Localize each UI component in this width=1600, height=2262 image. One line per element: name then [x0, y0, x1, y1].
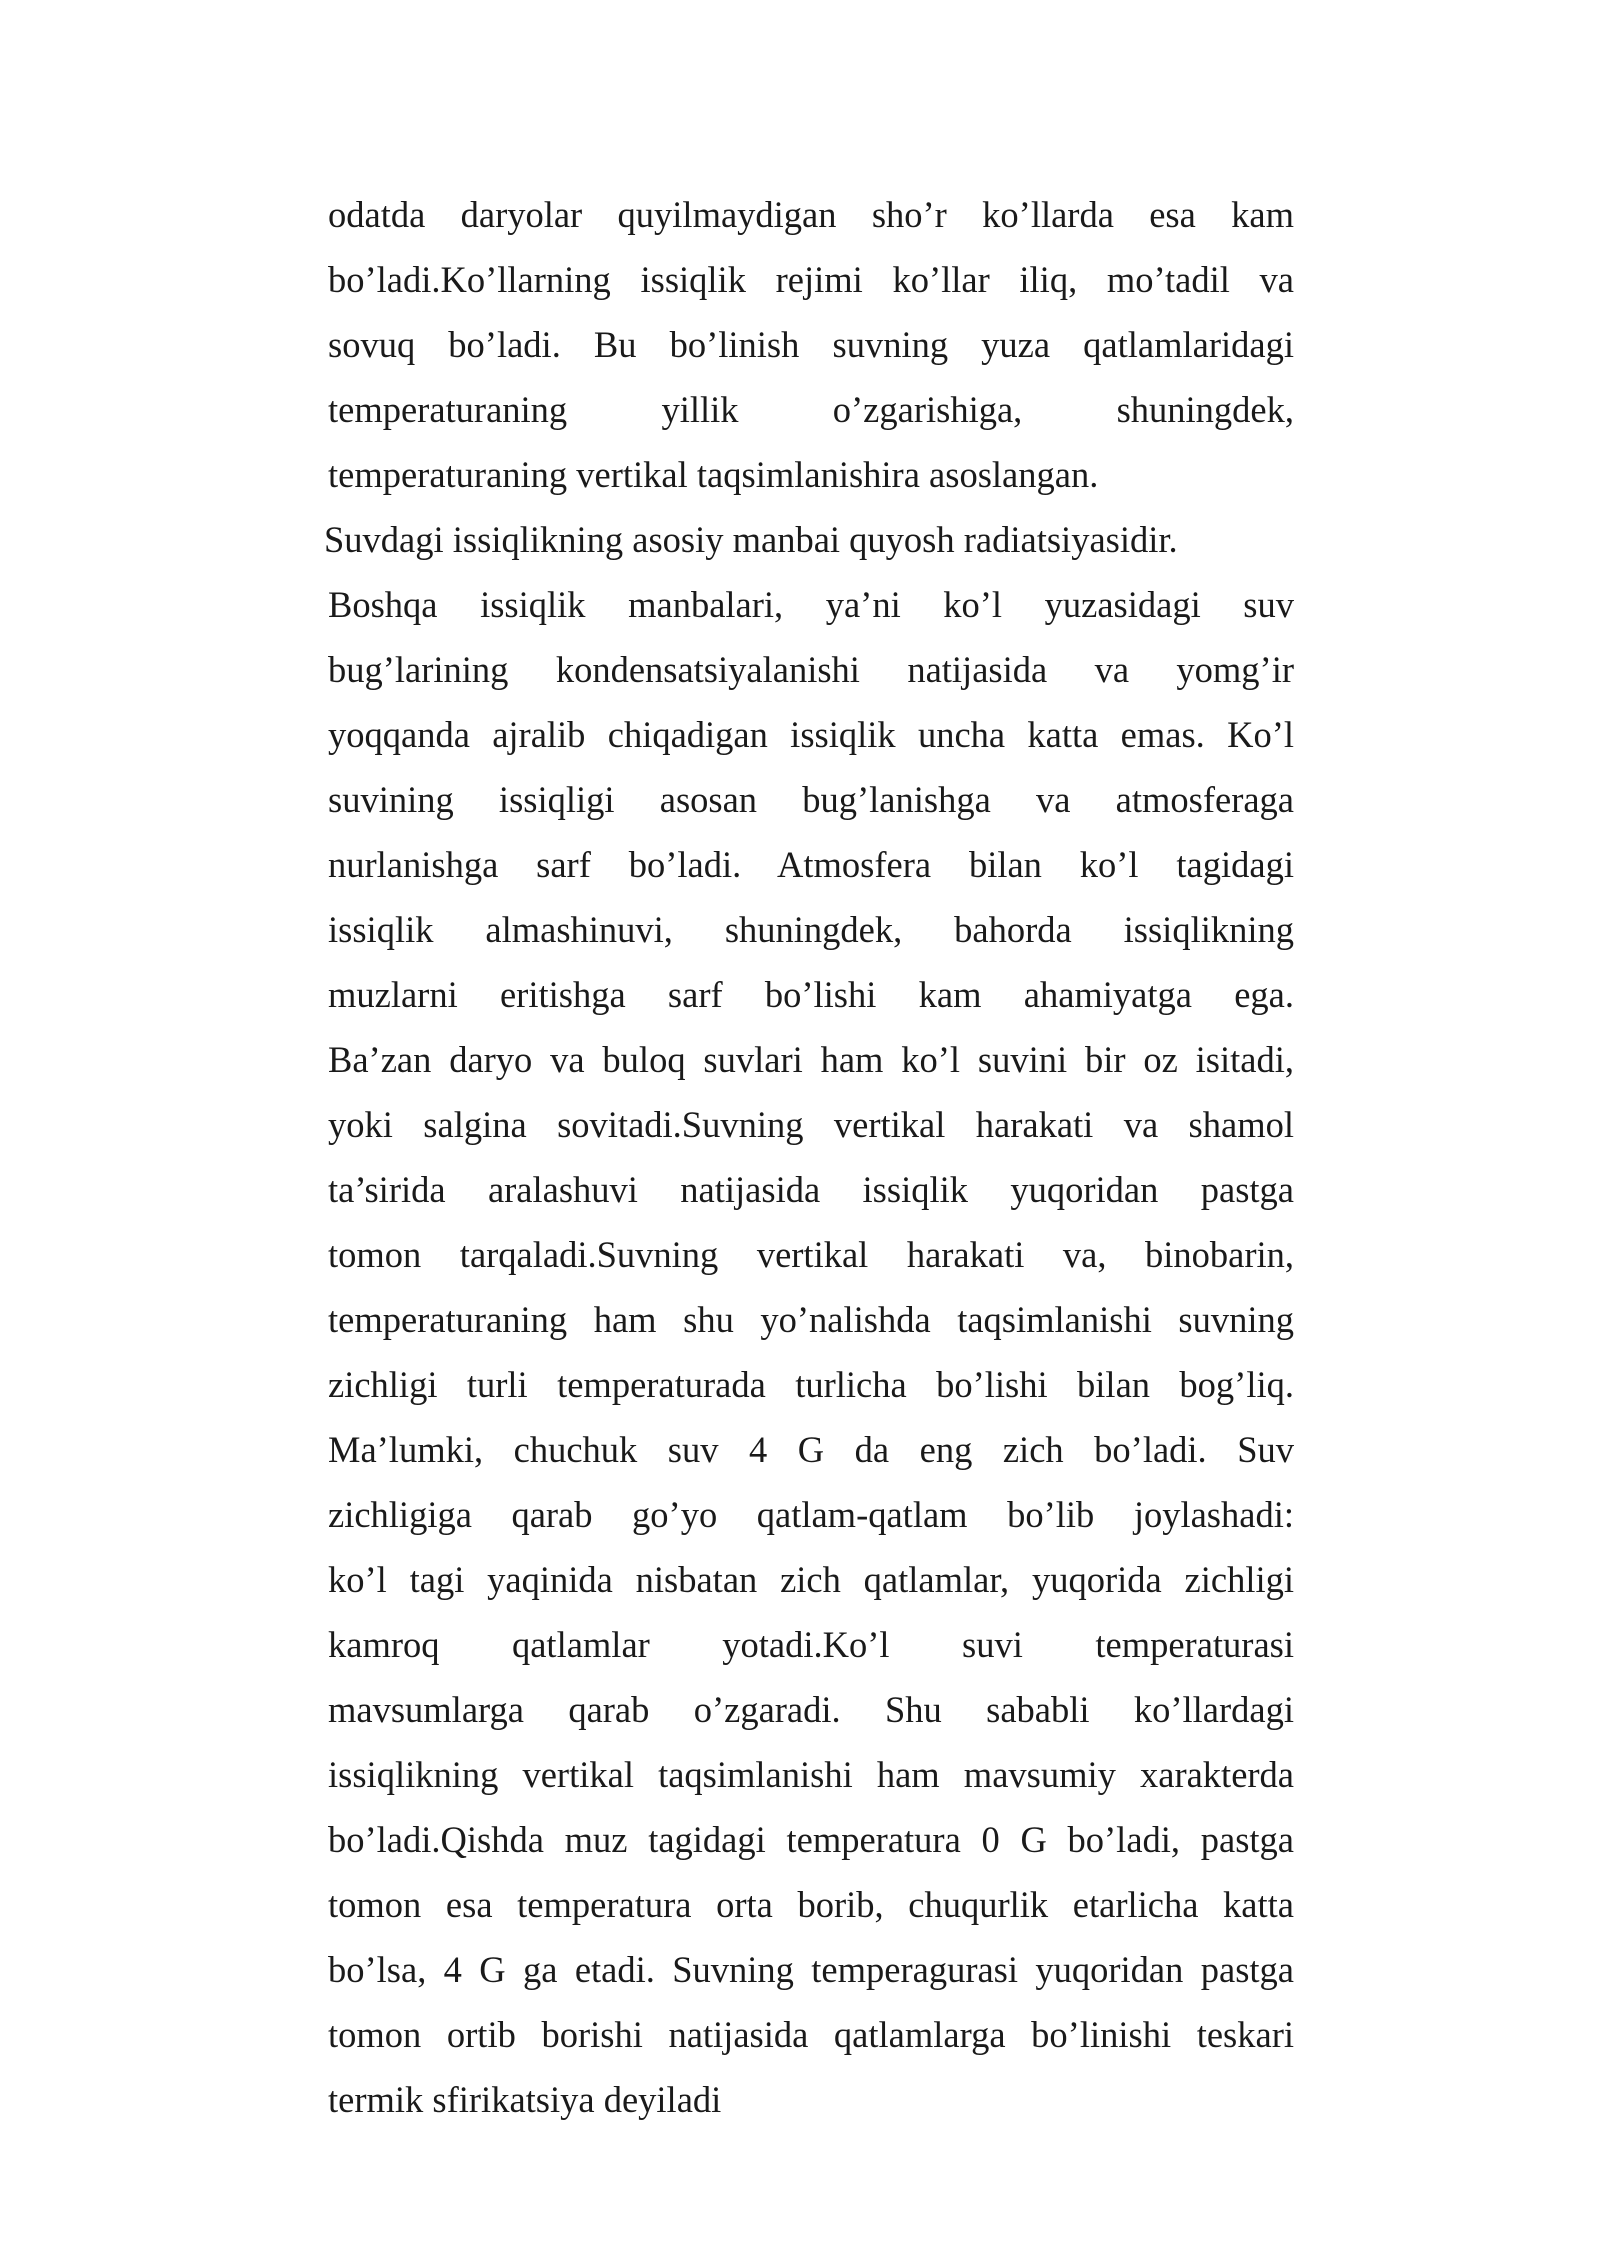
text-line: issiqlik almashinuvi, shuningdek, bahorda issiqlikning: [328, 909, 1294, 950]
text-line: temperaturaning vertikal taqsimlanishira asoslangan.: [328, 454, 1099, 495]
text-line: muzlarni eritishga sarf bo’lishi kam ahamiyatga ega.: [328, 974, 1294, 1015]
text-line: odatda daryolar quyilmaydigan sho’r ko’llarda esa kam: [328, 194, 1294, 235]
text-line: tomon ortib borishi natijasida qatlamlarga bo’linishi teskari: [328, 2014, 1294, 2055]
text-line: Boshqa issiqlik manbalari, ya’ni ko’l yuzasidagi suv: [328, 584, 1294, 625]
text-line: sovuq bo’ladi. Bu bo’linish suvning yuza qatlamlaridagi: [328, 324, 1294, 365]
text-line: temperaturaning ham shu yo’nalishda taqsimlanishi suvning: [328, 1299, 1294, 1340]
text-line: zichligi turli temperaturada turlicha bo’lishi bilan bog’liq.: [328, 1364, 1294, 1405]
text-line: Ba’zan daryo va buloq suvlari ham ko’l suvini bir oz isitadi,: [328, 1039, 1294, 1080]
text-line: ta’sirida aralashuvi natijasida issiqlik yuqoridan pastga: [328, 1169, 1294, 1210]
text-line: issiqlikning vertikal taqsimlanishi ham mavsumiy xarakterda: [328, 1754, 1294, 1795]
text-line: bo’ladi.Qishda muz tagidagi temperatura 0 G bo’ladi, pastga: [328, 1819, 1294, 1860]
text-line: suvining issiqligi asosan bug’lanishga va atmosferaga: [328, 779, 1294, 820]
text-line: bo’ladi.Ko’llarning issiqlik rejimi ko’llar iliq, mo’tadil va: [328, 259, 1294, 300]
text-line: temperaturaning yillik o’zgarishiga, shuningdek,: [328, 389, 1294, 430]
text-line: mavsumlarga qarab o’zgaradi. Shu sababli ko’llardagi: [328, 1689, 1294, 1730]
text-line: bug’larining kondensatsiyalanishi natijasida va yomg’ir: [328, 649, 1294, 690]
text-line: Ma’lumki, chuchuk suv 4 G da eng zich bo’ladi. Suv: [328, 1429, 1294, 1470]
text-line: kamroq qatlamlar yotadi.Ko’l suvi temperaturasi: [328, 1624, 1294, 1665]
text-line: termik sfirikatsiya deyiladi: [328, 2079, 722, 2120]
text-line: Suvdagi issiqlikning asosiy manbai quyosh radiatsiyasidir.: [324, 519, 1178, 560]
text-line: bo’lsa, 4 G ga etadi. Suvning temperagurasi yuqoridan pastga: [328, 1949, 1294, 1990]
text-line: zichligiga qarab go’yo qatlam-qatlam bo’lib joylashadi:: [328, 1494, 1294, 1535]
text-line: nurlanishga sarf bo’ladi. Atmosfera bilan ko’l tagidagi: [328, 844, 1294, 885]
text-line: yoqqanda ajralib chiqadigan issiqlik uncha katta emas. Ko’l: [328, 714, 1294, 755]
text-line: yoki salgina sovitadi.Suvning vertikal harakati va shamol: [328, 1104, 1294, 1145]
text-line: tomon tarqaladi.Suvning vertikal harakati va, binobarin,: [328, 1234, 1294, 1275]
body-text: [324, 182, 1294, 2132]
text-line: ko’l tagi yaqinida nisbatan zich qatlamlar, yuqorida zichligi: [328, 1559, 1294, 1600]
text-line: tomon esa temperatura orta borib, chuqurlik etarlicha katta: [328, 1884, 1294, 1925]
